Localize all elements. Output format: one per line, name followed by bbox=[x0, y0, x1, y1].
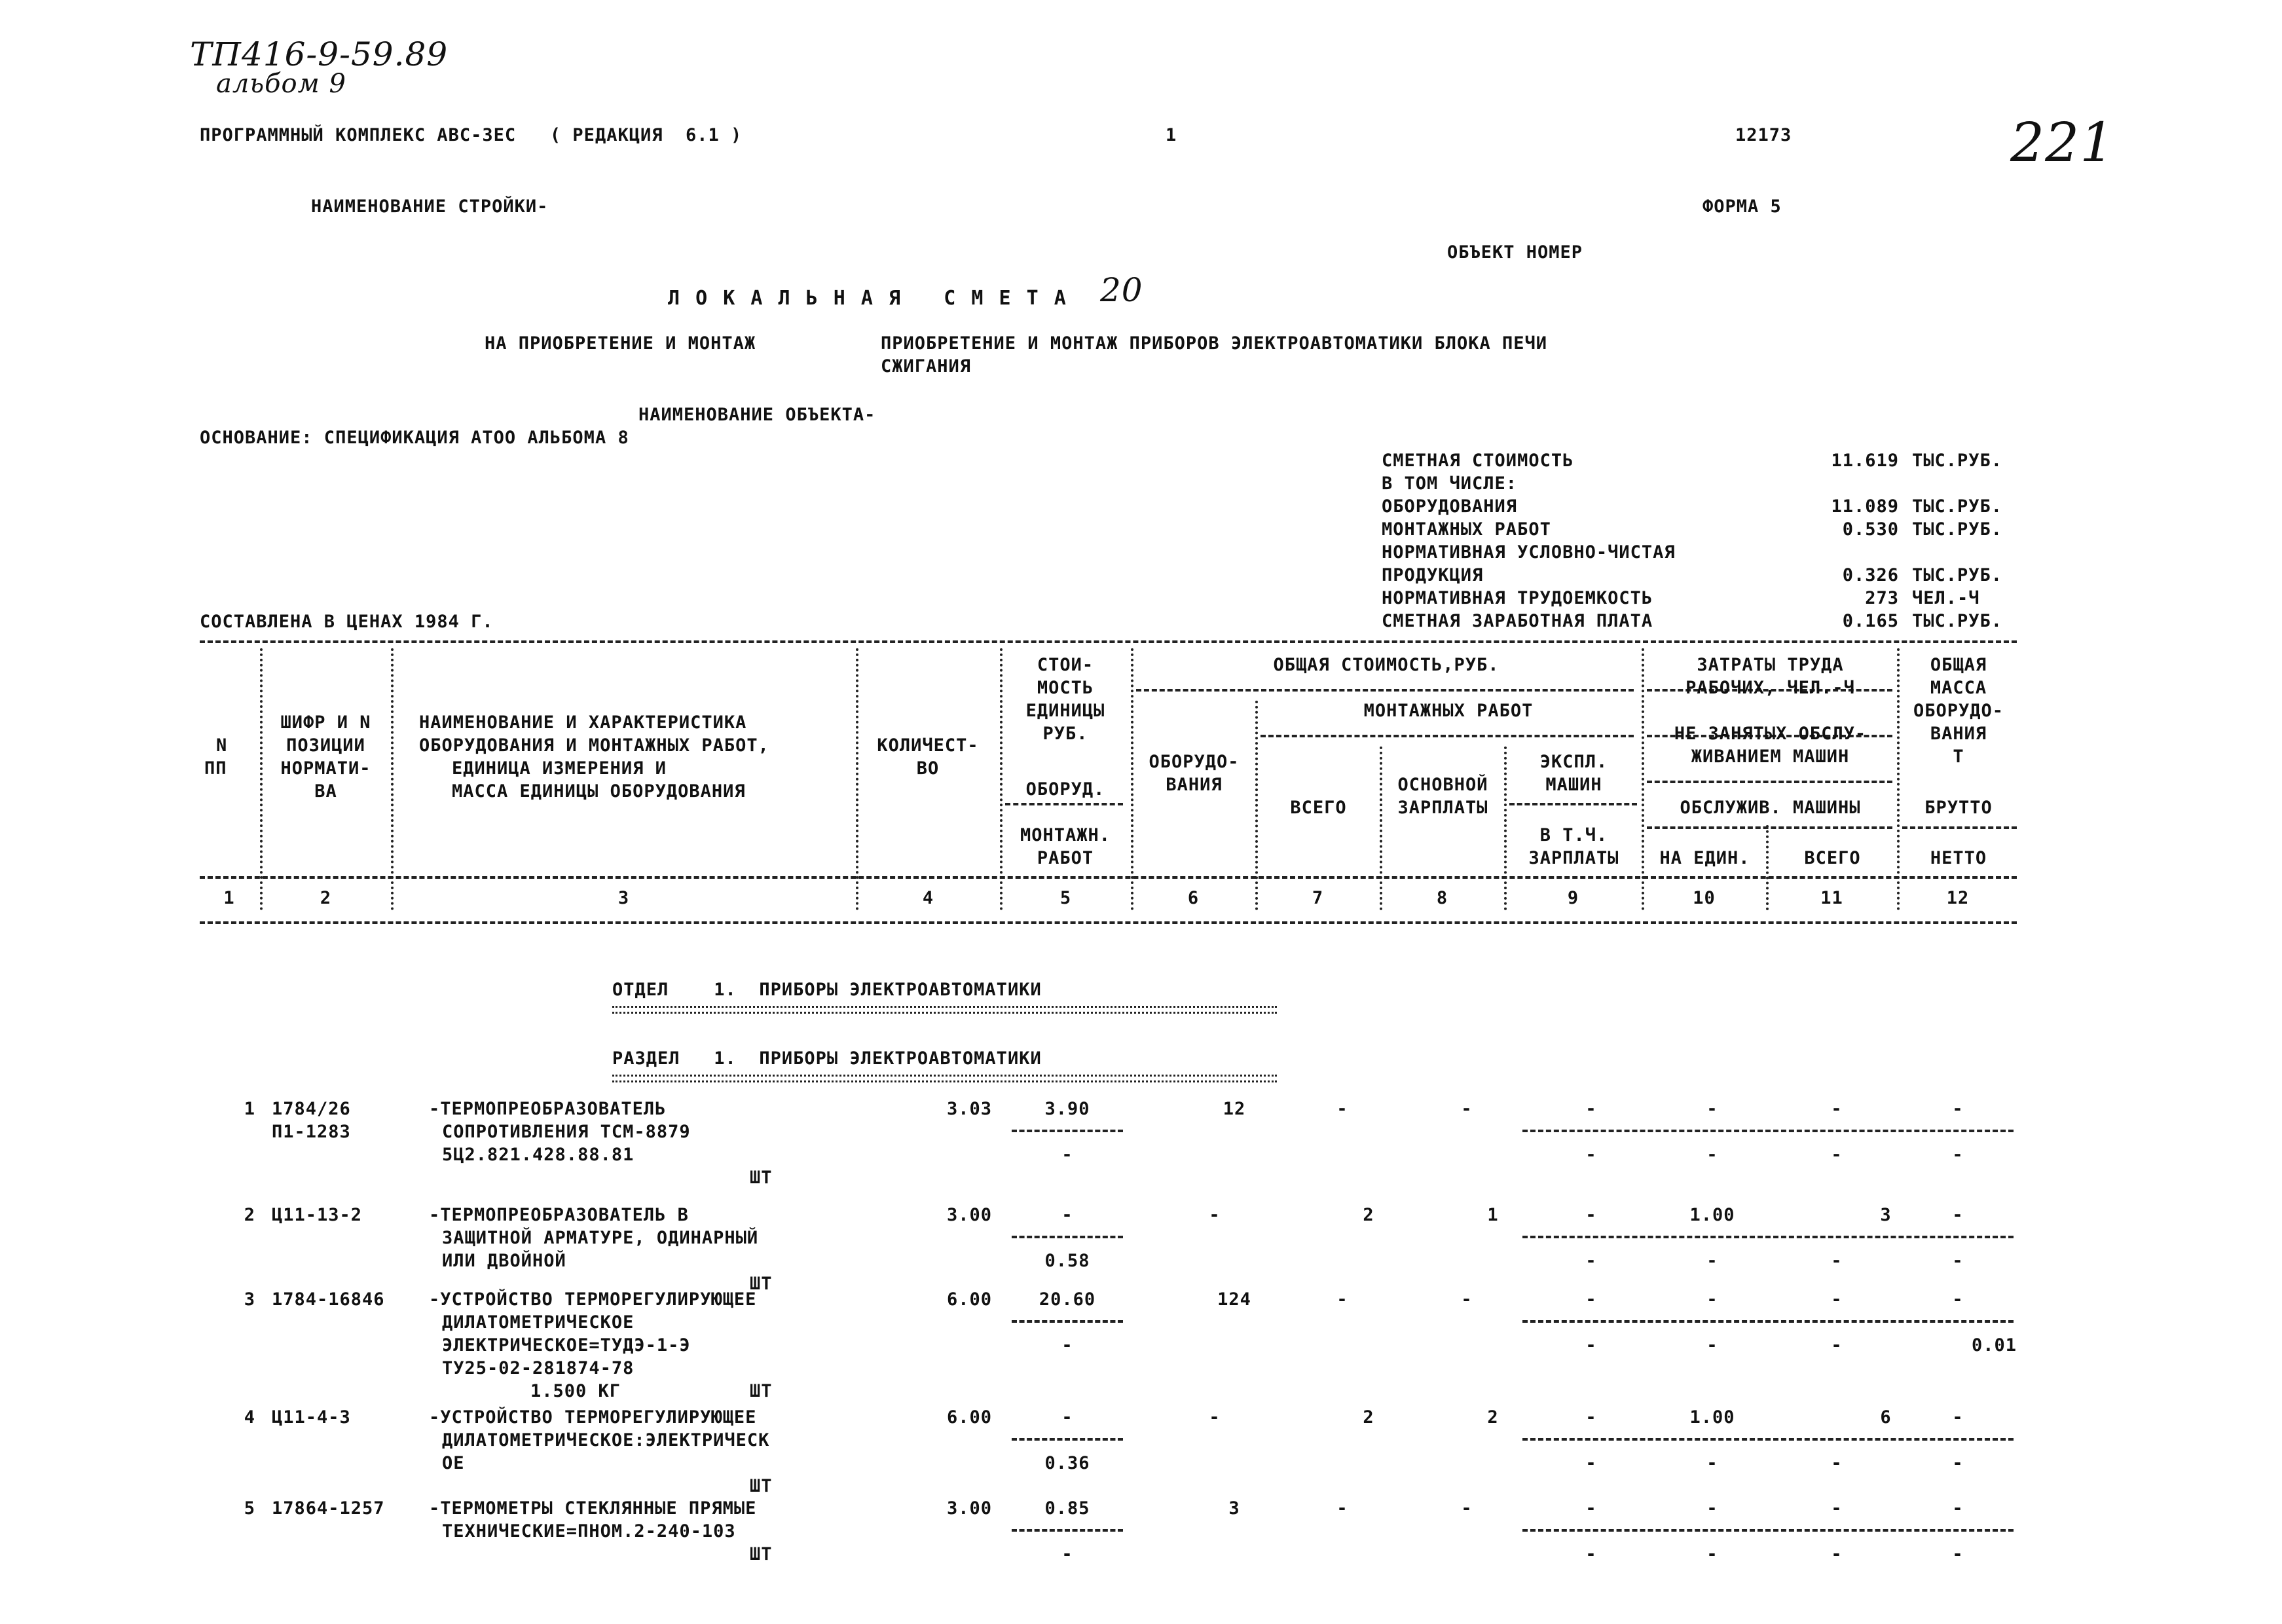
row-cost-salary: - bbox=[1461, 1099, 1473, 1119]
row-labor-total: - bbox=[1831, 1289, 1843, 1310]
row-mass-netto: - bbox=[1952, 1251, 1964, 1271]
col10-header: НА ЕДИН. bbox=[1659, 848, 1750, 868]
row-machines-salary: - bbox=[1585, 1145, 1597, 1165]
summary-label: НОРМАТИВНАЯ ТРУДОЕМКОСТЬ bbox=[1382, 588, 1653, 608]
row-qty: 3.00 bbox=[946, 1205, 992, 1225]
row-cost-equip: 12 bbox=[1223, 1099, 1246, 1119]
mont-group-header: МОНТАЖНЫХ РАБОТ bbox=[1363, 701, 1534, 721]
summary-value: 0.326 bbox=[1842, 565, 1899, 585]
summary-label: НОРМАТИВНАЯ УСЛОВНО-ЧИСТАЯ bbox=[1382, 542, 1676, 563]
col5-header: ЕДИНИЦЫ bbox=[1025, 701, 1105, 721]
handwritten-doc-code: ТП416-9-59.89 bbox=[190, 35, 449, 73]
purpose-line-2: СЖИГАНИЯ bbox=[881, 356, 972, 377]
row-cell-rule bbox=[1522, 1236, 2014, 1238]
row-cell-rule bbox=[1522, 1529, 2014, 1532]
col12-header: ВАНИЯ bbox=[1930, 724, 1987, 744]
row-unit: ШТ bbox=[750, 1381, 773, 1401]
page-number: 1 bbox=[1166, 125, 1177, 145]
col2-header: ШИФР И N bbox=[280, 712, 371, 733]
col12-header: НЕТТО bbox=[1930, 848, 1987, 868]
row-cost-total: - bbox=[1336, 1498, 1348, 1519]
row-code: П1-1283 bbox=[272, 1122, 351, 1142]
row-unit-cost-mont: 0.36 bbox=[1044, 1453, 1090, 1473]
col4-header: ВО bbox=[916, 758, 940, 779]
row-name: ДИЛАТОМЕТРИЧЕСКОЕ bbox=[442, 1312, 635, 1333]
col1-header: ПП bbox=[204, 758, 227, 779]
column-divider bbox=[856, 648, 858, 910]
col9-header: ЭКСПЛ. bbox=[1539, 752, 1608, 772]
summary-value: 11.619 bbox=[1831, 451, 1899, 471]
row-name: ЗАЩИТНОЙ АРМАТУРЕ, ОДИНАРНЫЙ bbox=[442, 1228, 759, 1248]
summary-label: СМЕТНАЯ СТОИМОСТЬ bbox=[1382, 451, 1574, 471]
row-labor-total: - bbox=[1831, 1099, 1843, 1119]
labor-sub-rule bbox=[1647, 781, 1892, 783]
row-cell-rule bbox=[1522, 1320, 2014, 1323]
col1-header: N bbox=[216, 735, 228, 756]
col6-header: ОБОРУДО- bbox=[1149, 752, 1240, 772]
col9-header: ЗАРПЛАТЫ bbox=[1528, 848, 1619, 868]
row-name: -УСТРОЙСТВО ТЕРМОРЕГУЛИРУЮЩЕЕ bbox=[429, 1407, 757, 1428]
col3-header: ЕДИНИЦА ИЗМЕРЕНИЯ И bbox=[452, 758, 667, 779]
row-cost-equip: 3 bbox=[1228, 1498, 1240, 1519]
row-code: Ц11-13-2 bbox=[272, 1205, 363, 1225]
row-labor-unit-machines: - bbox=[1706, 1335, 1718, 1356]
row-mass-brutto: - bbox=[1952, 1289, 1964, 1310]
row-machines: - bbox=[1585, 1205, 1597, 1225]
c9-split-rule bbox=[1509, 803, 1637, 805]
row-unit-mass: 1.500 КГ bbox=[530, 1381, 621, 1401]
row-cost-salary: - bbox=[1461, 1289, 1473, 1310]
col5-header: МОНТАЖН. bbox=[1020, 825, 1111, 845]
row-labor-unit: - bbox=[1706, 1099, 1718, 1119]
otdel-heading: ОТДЕЛ 1. ПРИБОРЫ ЭЛЕКТРОАВТОМАТИКИ bbox=[612, 980, 1042, 1000]
summary-label: В ТОМ ЧИСЛЕ: bbox=[1382, 473, 1518, 494]
forma-label: ФОРМА 5 bbox=[1702, 196, 1782, 217]
col5-header: МОСТЬ bbox=[1037, 678, 1094, 698]
otdel-underline bbox=[612, 1006, 1277, 1014]
row-labor-unit-machines: - bbox=[1706, 1453, 1718, 1473]
program-info: ПРОГРАММНЫЙ КОМПЛЕКС АВС-3ЕС ( РЕДАКЦИЯ 6.1 ) bbox=[200, 125, 743, 145]
row-name: -УСТРОЙСТВО ТЕРМОРЕГУЛИРУЮЩЕЕ bbox=[429, 1289, 757, 1310]
summary-unit: ТЫС.РУБ. bbox=[1912, 496, 2003, 517]
number-row-bottom-rule bbox=[200, 921, 2017, 924]
row-mass-brutto: - bbox=[1952, 1407, 1964, 1428]
summary-unit: ЧЕЛ.-Ч bbox=[1912, 588, 1980, 608]
row-unit-cost-equip: 3.90 bbox=[1044, 1099, 1090, 1119]
row-cell-rule bbox=[1012, 1320, 1123, 1323]
column-divider bbox=[391, 648, 394, 910]
row-name: ДИЛАТОМЕТРИЧЕСКОЕ:ЭЛЕКТРИЧЕСК bbox=[442, 1430, 770, 1450]
column-divider bbox=[1000, 648, 1003, 910]
labor-sub-header: НЕ ЗАНЯТЫХ ОБСЛУ- bbox=[1674, 724, 1867, 744]
row-cost-total: - bbox=[1336, 1289, 1348, 1310]
column-number: 9 bbox=[1567, 888, 1579, 908]
col5-header: РУБ. bbox=[1042, 724, 1088, 744]
row-labor-unit: 1.00 bbox=[1689, 1407, 1735, 1428]
col5-header: СТОИ- bbox=[1037, 655, 1094, 675]
row-unit-cost-mont: - bbox=[1061, 1145, 1073, 1165]
row-labor-unit-machines: - bbox=[1706, 1544, 1718, 1564]
row-labor-unit-machines: - bbox=[1706, 1251, 1718, 1271]
row-qty: 3.03 bbox=[946, 1099, 992, 1119]
summary-unit: ТЫС.РУБ. bbox=[1912, 565, 2003, 585]
summary-unit: ТЫС.РУБ. bbox=[1912, 611, 2003, 631]
col12-header: ОБОРУДО- bbox=[1913, 701, 2004, 721]
row-name: СОПРОТИВЛЕНИЯ ТСМ-8879 bbox=[442, 1122, 691, 1142]
row-labor-total-machines: - bbox=[1831, 1335, 1843, 1356]
row-labor-total-machines: - bbox=[1831, 1544, 1843, 1564]
summary-unit: ТЫС.РУБ. bbox=[1912, 519, 2003, 540]
row-cell-rule bbox=[1012, 1438, 1123, 1441]
col2-header: НОРМАТИ- bbox=[280, 758, 371, 779]
row-unit-cost-equip: 20.60 bbox=[1039, 1289, 1096, 1310]
column-number: 8 bbox=[1436, 888, 1448, 908]
row-unit-cost-mont: 0.58 bbox=[1044, 1251, 1090, 1271]
column-divider bbox=[1642, 648, 1644, 910]
row-name: ТЕХНИЧЕСКИЕ=ПНОМ.2-240-103 bbox=[442, 1521, 736, 1541]
column-number: 12 bbox=[1946, 888, 1970, 908]
column-number: 1 bbox=[223, 888, 235, 908]
cost-group-header: ОБЩАЯ СТОИМОСТЬ,РУБ. bbox=[1273, 655, 1500, 675]
row-name: ИЛИ ДВОЙНОЙ bbox=[442, 1251, 566, 1271]
header-top-rule bbox=[200, 640, 2017, 643]
row-unit-cost-equip: 0.85 bbox=[1044, 1498, 1090, 1519]
row-machines-salary: - bbox=[1585, 1453, 1597, 1473]
column-number: 3 bbox=[617, 888, 630, 908]
col3-header: ОБОРУДОВАНИЯ И МОНТАЖНЫХ РАБОТ, bbox=[419, 735, 769, 756]
col11-header: ВСЕГО bbox=[1804, 848, 1861, 868]
row-machines: - bbox=[1585, 1498, 1597, 1519]
col3-header: МАССА ЕДИНИЦЫ ОБОРУДОВАНИЯ bbox=[452, 781, 746, 802]
row-number: 3 bbox=[244, 1289, 255, 1310]
row-mass-brutto: - bbox=[1952, 1099, 1964, 1119]
col6-header: ВАНИЯ bbox=[1166, 775, 1223, 795]
handwritten-album: альбом 9 bbox=[216, 69, 346, 99]
row-cell-rule bbox=[1012, 1236, 1123, 1238]
col12-header: ОБЩАЯ bbox=[1930, 655, 1987, 675]
column-divider bbox=[1255, 701, 1258, 910]
col12-header: БРУТТО bbox=[1924, 798, 1993, 818]
row-cost-equip: - bbox=[1209, 1205, 1221, 1225]
row-name: 5Ц2.821.428.88.81 bbox=[442, 1145, 635, 1165]
handwritten-estimate-number: 20 bbox=[1100, 271, 1143, 309]
row-mass-netto: - bbox=[1952, 1544, 1964, 1564]
row-unit: ШТ bbox=[750, 1544, 773, 1564]
column-divider bbox=[260, 648, 263, 910]
row-code: 1784/26 bbox=[272, 1099, 351, 1119]
labor-group-header: РАБОЧИХ, ЧЕЛ.-Ч bbox=[1685, 678, 1855, 698]
row-labor-total: 3 bbox=[1880, 1205, 1892, 1225]
col5-header: РАБОТ bbox=[1037, 848, 1094, 868]
row-labor-total-machines: - bbox=[1831, 1145, 1843, 1165]
purpose-line-1: ПРИОБРЕТЕНИЕ И МОНТАЖ ПРИБОРОВ ЭЛЕКТРОАВТОМАТИКИ БЛОКА ПЕЧИ bbox=[881, 333, 1548, 354]
row-machines: - bbox=[1585, 1289, 1597, 1310]
razdel-underline bbox=[612, 1075, 1277, 1082]
row-name: ОЕ bbox=[442, 1453, 465, 1473]
col7-header: ВСЕГО bbox=[1290, 798, 1347, 818]
row-name: ТУ25-02-281874-78 bbox=[442, 1358, 635, 1378]
labor-sub-header: ЖИВАНИЕМ МАШИН bbox=[1691, 747, 1850, 767]
row-labor-unit: - bbox=[1706, 1289, 1718, 1310]
col9-header: МАШИН bbox=[1545, 775, 1602, 795]
row-name: -ТЕРМОПРЕОБРАЗОВАТЕЛЬ bbox=[429, 1099, 667, 1119]
col4-header: КОЛИЧЕСТ- bbox=[877, 735, 979, 756]
object-number-label: ОБЪЕКТ НОМЕР bbox=[1447, 242, 1583, 263]
column-number: 7 bbox=[1312, 888, 1324, 908]
row-machines-salary: - bbox=[1585, 1544, 1597, 1564]
purpose-left: НА ПРИОБРЕТЕНИЕ И МОНТАЖ bbox=[485, 333, 756, 354]
row-cost-salary: 2 bbox=[1487, 1407, 1499, 1428]
col12-header: МАССА bbox=[1930, 678, 1987, 698]
row-mass-brutto: - bbox=[1952, 1205, 1964, 1225]
column-divider bbox=[1131, 648, 1133, 910]
row-number: 1 bbox=[244, 1099, 255, 1119]
row-cost-equip: 124 bbox=[1217, 1289, 1251, 1310]
row-unit: ШТ bbox=[750, 1168, 773, 1188]
summary-label: ОБОРУДОВАНИЯ bbox=[1382, 496, 1518, 517]
c12-split-rule bbox=[1902, 826, 2017, 829]
razdel-heading: РАЗДЕЛ 1. ПРИБОРЫ ЭЛЕКТРОАВТОМАТИКИ bbox=[612, 1048, 1042, 1069]
row-unit-cost-mont: - bbox=[1061, 1544, 1073, 1564]
col8-header: ЗАРПЛАТЫ bbox=[1397, 798, 1488, 818]
col12-header: Т bbox=[1953, 747, 1964, 767]
row-labor-unit: 1.00 bbox=[1689, 1205, 1735, 1225]
row-cost-equip: - bbox=[1209, 1407, 1221, 1428]
row-machines: - bbox=[1585, 1407, 1597, 1428]
row-unit: ШТ bbox=[750, 1476, 773, 1496]
c5-split-rule bbox=[1005, 803, 1123, 805]
mont-group-rule bbox=[1261, 735, 1634, 737]
document-title: Л О К А Л Ь Н А Я С М Е Т А bbox=[668, 287, 1068, 310]
row-mass-netto: 0.01 bbox=[1971, 1335, 2017, 1356]
column-number: 6 bbox=[1187, 888, 1200, 908]
col9-header: В Т.Ч. bbox=[1539, 825, 1608, 845]
col3-header: НАИМЕНОВАНИЕ И ХАРАКТЕРИСТИКА bbox=[419, 712, 747, 733]
basis-label: ОСНОВАНИЕ: СПЕЦИФИКАЦИЯ АТОО АЛЬБОМА 8 bbox=[200, 428, 629, 448]
row-number: 2 bbox=[244, 1205, 255, 1225]
row-qty: 3.00 bbox=[946, 1498, 992, 1519]
document-code: 12173 bbox=[1735, 125, 1792, 145]
col5-header: ОБОРУД. bbox=[1025, 779, 1105, 800]
row-name: -ТЕРМОПРЕОБРАЗОВАТЕЛЬ В bbox=[429, 1205, 689, 1225]
column-divider bbox=[1897, 648, 1900, 910]
column-number: 2 bbox=[320, 888, 332, 908]
row-cell-rule bbox=[1522, 1130, 2014, 1132]
row-machines-salary: - bbox=[1585, 1251, 1597, 1271]
row-labor-total-machines: - bbox=[1831, 1453, 1843, 1473]
row-cost-total: 2 bbox=[1363, 1407, 1374, 1428]
col2-header: ВА bbox=[314, 781, 337, 802]
row-mass-brutto: - bbox=[1952, 1498, 1964, 1519]
object-name-label: НАИМЕНОВАНИЕ ОБЪЕКТА- bbox=[638, 405, 876, 425]
stroyka-label: НАИМЕНОВАНИЕ СТРОЙКИ- bbox=[311, 196, 549, 217]
labor-sub-header: ОБСЛУЖИВ. МАШИНЫ bbox=[1680, 798, 1861, 818]
row-unit-cost-mont: - bbox=[1061, 1335, 1073, 1356]
row-name: ЭЛЕКТРИЧЕСКОЕ=ТУДЭ-1-Э bbox=[442, 1335, 691, 1356]
row-labor-total-machines: - bbox=[1831, 1251, 1843, 1271]
row-mass-netto: - bbox=[1952, 1453, 1964, 1473]
row-number: 5 bbox=[244, 1498, 255, 1519]
row-code: 1784-16846 bbox=[272, 1289, 385, 1310]
col2-header: ПОЗИЦИИ bbox=[286, 735, 365, 756]
column-number: 11 bbox=[1820, 888, 1843, 908]
row-cost-total: 2 bbox=[1363, 1205, 1374, 1225]
row-cost-salary: - bbox=[1461, 1498, 1473, 1519]
row-name: -ТЕРМОМЕТРЫ СТЕКЛЯННЫЕ ПРЯМЫЕ bbox=[429, 1498, 757, 1519]
summary-unit: ТЫС.РУБ. bbox=[1912, 451, 2003, 471]
row-qty: 6.00 bbox=[946, 1289, 992, 1310]
labor-sub-rule bbox=[1647, 826, 1892, 829]
header-bottom-rule bbox=[200, 876, 2017, 879]
row-number: 4 bbox=[244, 1407, 255, 1428]
col8-header: ОСНОВНОЙ bbox=[1397, 775, 1488, 795]
summary-value: 0.530 bbox=[1842, 519, 1899, 540]
column-number: 4 bbox=[922, 888, 934, 908]
row-unit-cost-equip: - bbox=[1061, 1407, 1073, 1428]
column-number: 5 bbox=[1059, 888, 1072, 908]
labor-group-header: ЗАТРАТЫ ТРУДА bbox=[1697, 655, 1844, 675]
summary-value: 273 bbox=[1865, 588, 1899, 608]
row-cell-rule bbox=[1012, 1529, 1123, 1532]
row-labor-total: - bbox=[1831, 1498, 1843, 1519]
row-unit: ШТ bbox=[750, 1274, 773, 1294]
summary-label: МОНТАЖНЫХ РАБОТ bbox=[1382, 519, 1551, 540]
summary-value: 11.089 bbox=[1831, 496, 1899, 517]
row-code: 17864-1257 bbox=[272, 1498, 385, 1519]
summary-value: 0.165 bbox=[1842, 611, 1899, 631]
row-qty: 6.00 bbox=[946, 1407, 992, 1428]
row-cell-rule bbox=[1522, 1438, 2014, 1441]
cost-group-rule bbox=[1136, 689, 1634, 692]
row-cost-salary: 1 bbox=[1487, 1205, 1499, 1225]
column-divider bbox=[1504, 747, 1507, 910]
column-divider bbox=[1380, 747, 1382, 910]
row-cell-rule bbox=[1012, 1130, 1123, 1132]
summary-label: ПРОДУКЦИЯ bbox=[1382, 565, 1484, 585]
row-unit-cost-equip: - bbox=[1061, 1205, 1073, 1225]
summary-label: СМЕТНАЯ ЗАРАБОТНАЯ ПЛАТА bbox=[1382, 611, 1653, 631]
row-labor-unit-machines: - bbox=[1706, 1145, 1718, 1165]
row-machines: - bbox=[1585, 1099, 1597, 1119]
row-mass-netto: - bbox=[1952, 1145, 1964, 1165]
row-code: Ц11-4-3 bbox=[272, 1407, 351, 1428]
row-labor-total: 6 bbox=[1880, 1407, 1892, 1428]
prices-label: СОСТАВЛЕНА В ЦЕНАХ 1984 Г. bbox=[200, 612, 494, 632]
row-cost-total: - bbox=[1336, 1099, 1348, 1119]
row-labor-unit: - bbox=[1706, 1498, 1718, 1519]
row-machines-salary: - bbox=[1585, 1335, 1597, 1356]
handwritten-page-number: 221 bbox=[2010, 112, 2115, 174]
column-number: 10 bbox=[1693, 888, 1716, 908]
